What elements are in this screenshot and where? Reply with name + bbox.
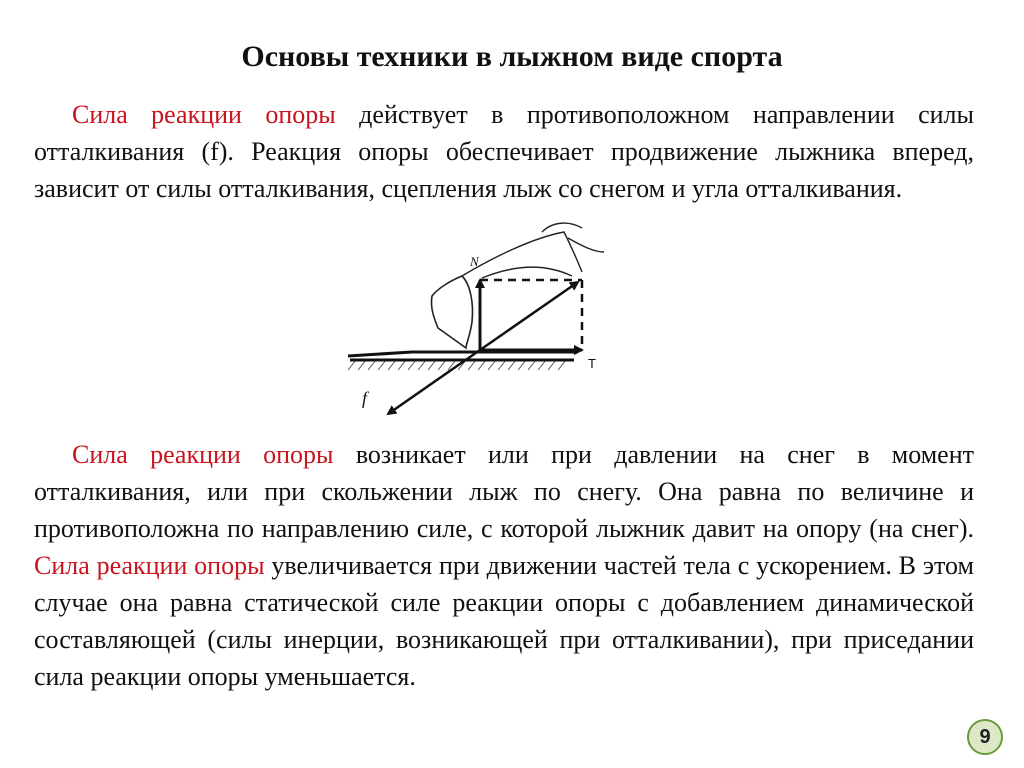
force-diagram <box>342 218 612 426</box>
ski <box>348 352 578 356</box>
paragraph-2-text-a: возникает или при давлении на снег в момент отталкивания, или при скольжении лыж по снегу. Она равна по величине и противоположна по направлению силе, с которой лыжник давит на опору (на снег). <box>34 440 974 543</box>
slide-title: Основы техники в лыжном виде спорта <box>241 40 783 73</box>
label-f: f <box>362 388 368 408</box>
force-diagram-svg <box>342 218 612 426</box>
label-n: N <box>470 254 479 269</box>
paragraph-2-text-b: увеличивается при движении частей тела с ускорением. В этом случае она равна статической силе реакции опоры с добавлением динамической составляющей (силы инерции, возникающей при отталкивании), при приседании сила реакции опоры уменьшается. <box>34 551 974 691</box>
boot-sketch <box>431 276 472 348</box>
leg-sketch <box>462 223 604 278</box>
label-t: T <box>588 356 596 371</box>
page-number-badge: 9 <box>967 719 1003 755</box>
paragraph-1-text: действует в противоположном направлении силы отталкивания (f). Реакция опоры обеспечивает продвижение лыжника вперед, зависит от силы отталкивания, сцепления лыж со снегом и угла отталкивания. <box>34 100 974 203</box>
paragraph-2 <box>34 436 974 695</box>
reaction-resultant-vector <box>480 282 578 350</box>
highlight-term: Сила реакции опоры <box>72 100 336 129</box>
paragraph-1 <box>34 96 974 207</box>
highlight-term: Сила реакции опоры <box>72 440 334 469</box>
highlight-term: Сила реакции опоры <box>34 551 265 580</box>
